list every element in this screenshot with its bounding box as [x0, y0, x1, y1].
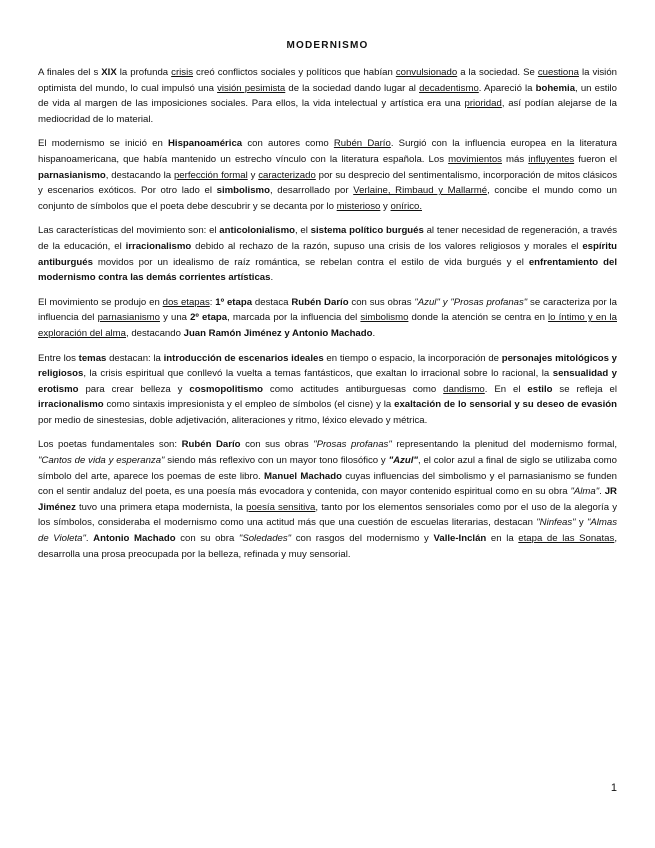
emphasized-text: Rubén Darío	[291, 296, 349, 308]
text-run: movidos por un idealismo de raíz romántica, se rebelan contra el estilo de vida burgués y el	[92, 256, 529, 268]
emphasized-text: JR Jiménez	[38, 486, 617, 513]
emphasized-text: "Prosas profanas"	[313, 439, 392, 451]
emphasized-text: Valle-Inclán	[433, 533, 487, 545]
text-run: al tener necesidad de regeneración, a través de la educación, el	[38, 225, 617, 252]
text-run: , así podían alejarse de la mediocridad de lo material.	[38, 98, 617, 125]
text-run: . Surgió con la influencia europea en la literatura hispanoamericana, que había mantenido un estrecho vínculo con la literatura española. Los	[38, 138, 617, 165]
text-run: debido al rechazo de la razón, supuso una crisis de los valores religiosos y morales el	[191, 240, 583, 252]
text-run: El modernismo se inició en	[38, 138, 168, 150]
text-run: , concibe el mundo como un conjunto de símbolos que el poeta debe descubrir y se decanta por lo	[38, 185, 617, 212]
text-run: la profunda	[116, 67, 172, 78]
text-run: con su obra	[175, 533, 239, 545]
emphasized-text: Juan Ramón Jiménez y Antonio Machado	[183, 327, 373, 339]
document-title: MODERNISMO	[286, 40, 369, 51]
document-body	[38, 65, 617, 562]
paragraph	[38, 351, 617, 429]
text-run: . Apareció la	[478, 82, 536, 94]
emphasized-text: parnasianismo	[38, 169, 106, 181]
emphasized-text: enfrentamiento del modernismo contra las demás corrientes artísticas	[38, 256, 617, 284]
text-run: destaca	[252, 296, 292, 308]
underlined-text: convulsionado	[395, 67, 458, 78]
underlined-text: prioridad	[464, 98, 502, 110]
text-run: .	[372, 327, 376, 339]
emphasized-text: espíritu antiburgués	[38, 240, 617, 268]
text-run: destacan: la	[106, 352, 164, 364]
text-run: y	[380, 200, 391, 212]
underlined-text: dos etapas	[162, 296, 210, 308]
text-run: El movimiento se produjo en	[38, 296, 163, 308]
underlined-text: parnasianismo	[97, 312, 160, 324]
emphasized-text: "Azul" y "Prosas profanas"	[414, 296, 528, 308]
underlined-text: visión pesimista	[217, 82, 286, 94]
underlined-text: Rubén Darío	[333, 138, 391, 150]
emphasized-text: cosmopolitismo	[189, 383, 263, 395]
text-run: fueron el	[574, 153, 617, 165]
text-run: por su desprecio del sentimentalismo, incorporación de mitos clásicos y escenarios exóticos. Por otro lado el	[38, 169, 617, 197]
text-run: y	[575, 517, 587, 529]
emphasized-text: "Ninfeas"	[536, 517, 576, 529]
emphasized-text: "Azul"	[388, 455, 418, 467]
emphasized-text: bohemia	[535, 82, 576, 94]
emphasized-text: 1º etapa	[215, 296, 253, 308]
text-run: con rasgos del modernismo y	[291, 533, 434, 545]
emphasized-text: Manuel Machado	[264, 470, 342, 482]
emphasized-text: personajes mitológicos y religiosos	[38, 352, 617, 380]
text-run: con autores como	[242, 138, 334, 150]
text-run: y	[247, 169, 259, 181]
paragraph	[38, 65, 617, 127]
emphasized-text: exaltación de lo sensorial y su deseo de evasión	[394, 399, 617, 411]
emphasized-text: Hispanoamérica	[168, 138, 243, 150]
underlined-text: misterioso	[336, 200, 381, 212]
text-run: donde la atención se centra en	[408, 312, 549, 324]
text-run: A finales del s	[38, 67, 102, 78]
emphasized-text: irracionalismo	[38, 399, 104, 411]
text-run: , destacando	[126, 327, 184, 339]
paragraph	[38, 223, 617, 285]
emphasized-text: "Cantos de vida y esperanza"	[38, 455, 165, 467]
text-run: como actitudes antiburguesas como	[262, 383, 444, 395]
text-run: , la crisis espiritual que conllevó la vuelta a temas fantásticos, que exaltan lo irracional sobre lo racional, la	[83, 368, 553, 380]
paragraph	[38, 136, 617, 214]
text-run: en la	[486, 533, 519, 545]
emphasized-text: "Almas de Violeta"	[38, 517, 617, 545]
emphasized-text: temas	[78, 352, 107, 364]
text-run: Entre los	[38, 352, 79, 364]
text-run: más	[501, 153, 529, 165]
underlined-text: decadentismo	[419, 82, 479, 94]
underlined-text: simbolismo	[360, 312, 409, 324]
text-run: .	[85, 533, 94, 545]
underlined-text: caracterizado	[258, 169, 316, 181]
text-run: , desarrolla una prosa preocupada por la belleza, refinada y muy sensorial.	[38, 533, 617, 560]
underlined-text: Verlaine, Rimbaud y Mallarmé	[353, 185, 488, 197]
emphasized-text: irracionalismo	[125, 240, 192, 252]
text-run: Las características del movimiento son: el	[38, 225, 220, 237]
emphasized-text: simbolismo	[216, 185, 270, 197]
underlined-text: poesía sensitiva	[246, 501, 316, 513]
emphasized-text: estilo	[527, 383, 553, 395]
underlined-text: perfección formal	[173, 169, 248, 181]
text-run: .	[599, 486, 605, 498]
text-run: se caracteriza por la influencia del	[38, 296, 617, 324]
text-run: de la sociedad dando lugar al	[285, 82, 420, 94]
text-run: con sus obras	[348, 296, 415, 308]
paragraph	[38, 437, 617, 562]
emphasized-text: introducción de escenarios ideales	[163, 352, 324, 364]
text-run: en tiempo o espacio, la incorporación de	[323, 352, 502, 364]
emphasized-text: Rubén Darío	[181, 439, 241, 451]
underlined-text: etapa de las Sonatas	[518, 533, 615, 545]
underlined-text: dandismo	[443, 383, 485, 395]
text-run: se refleja el	[552, 383, 617, 395]
emphasized-text: anticolonialismo	[219, 225, 295, 237]
underlined-text: crisis	[171, 67, 194, 78]
text-run: , desarrollado por	[269, 185, 354, 197]
text-run: siendo más reflexivo con un mayor tono filosófico y	[164, 455, 389, 467]
paragraph	[38, 295, 617, 342]
emphasized-text: "Alma"	[570, 486, 600, 498]
emphasized-text: sensualidad y erotismo	[38, 368, 618, 395]
text-run: como sintaxis impresionista y el empleo de símbolos (el cisne) y la	[103, 399, 395, 411]
page-number: 1	[610, 782, 617, 794]
text-run: . En el	[484, 383, 528, 395]
text-run: representando la plenitud del modernismo formal,	[391, 439, 617, 451]
text-run: :	[209, 296, 216, 308]
text-run: , el	[295, 225, 311, 237]
emphasized-text: "Soledades"	[238, 533, 292, 545]
text-run: , tanto por los elementos sensoriales como por el uso de la alegoría y los símbolos, consideraba el modernismo como una actitud más que una cuestión de escuelas literarias, destacan	[38, 501, 617, 529]
text-run: y una	[159, 312, 191, 324]
document-page	[38, 40, 617, 571]
emphasized-text: sistema político burgués	[310, 225, 424, 237]
underlined-text: onírico.	[390, 200, 422, 212]
text-run: por medio de sinestesias, doble adjetivación, aliteraciones y ritmo, léxico elevado y métrica.	[38, 414, 428, 426]
text-run: .	[270, 272, 274, 284]
text-run: , destacando la	[105, 169, 174, 181]
text-run: , marcada por la influencia del	[227, 312, 361, 324]
text-run: Los poetas fundamentales son:	[38, 439, 182, 451]
emphasized-text: Antonio Machado	[93, 533, 176, 545]
underlined-text: lo íntimo y en la exploración del alma	[38, 312, 617, 339]
emphasized-text: 2º etapa	[190, 312, 228, 324]
emphasized-text: XIX	[101, 67, 117, 78]
underlined-text: influyentes	[528, 153, 575, 165]
text-run: cuyas influencias del simbolismo y el parnasianismo se funden con el sentir andaluz del poeta, es una poesía más evocadora y contenida, con mayor contenido espiritual como en su obra	[38, 470, 618, 498]
text-run: la visión optimista del mundo, lo cual impulsó una	[38, 67, 617, 94]
text-run: creó conflictos sociales y políticos que habían	[193, 67, 396, 78]
text-run: para crear belleza y	[78, 383, 190, 395]
text-run: , el color azul a final de siglo se utilizaba como símbolo del arte, aparece los poemas de este libro.	[38, 455, 617, 482]
text-run: a la sociedad. Se	[457, 67, 538, 78]
text-run: con sus obras	[240, 439, 314, 451]
text-run: tuvo una primera etapa modernista, la	[75, 501, 247, 513]
text-run: , un estilo de vida al margen de las imposiciones sociales. Para ellos, la vida intelectual y artística era una	[38, 82, 617, 110]
underlined-text: cuestiona	[537, 67, 579, 78]
underlined-text: movimientos	[448, 153, 502, 165]
